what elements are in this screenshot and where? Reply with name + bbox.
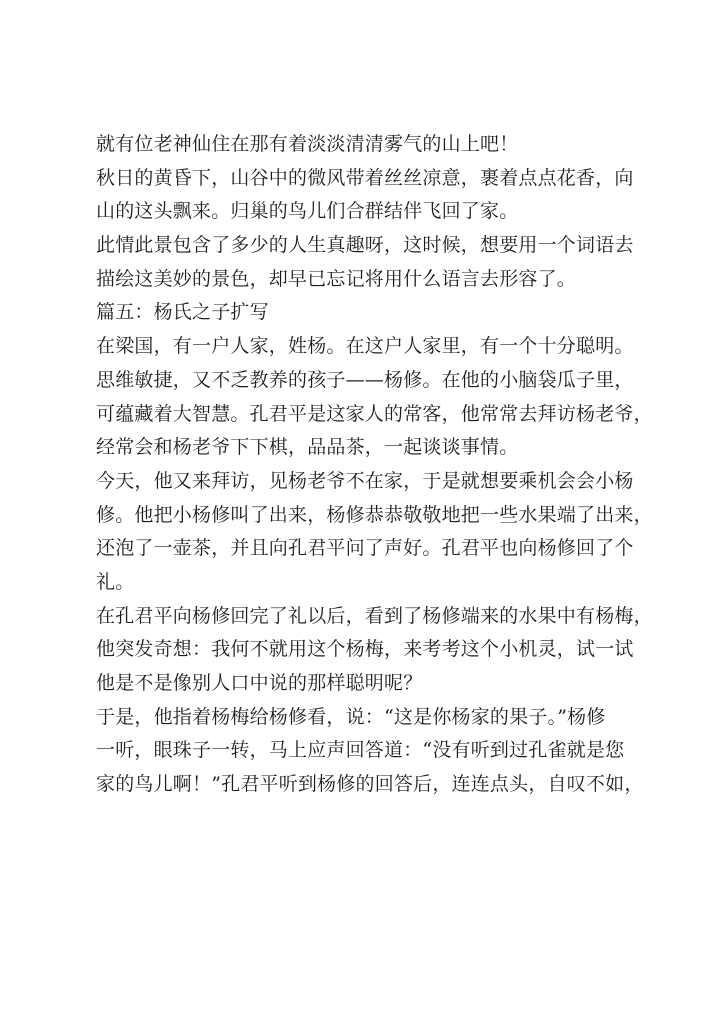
text-line: 可蕴藏着大智慧。孔君平是这家人的常客，他常常去拜访杨老爷， bbox=[96, 402, 653, 425]
text-line: 他是不是像别人口中说的那样聪明呢？ bbox=[96, 672, 423, 694]
text-line: 礼。 bbox=[96, 570, 135, 593]
text-line: 山的这头飘来。归巢的鸟儿们合群结伴飞回了家。 bbox=[96, 200, 519, 223]
text-line: 家的鸟儿啊！”孔君平听到杨修的回答后，连连点头，自叹不如， bbox=[96, 773, 644, 796]
text-line: 修。他把小杨修叫了出来，杨修恭恭敬敬地把一些水果端了出来， bbox=[96, 503, 653, 526]
text-line: 就有位老神仙住在那有着淡淡清清雾气的山上吧！ bbox=[96, 133, 519, 155]
text-line: 还泡了一壶茶，并且向孔君平问了声好。孔君平也向杨修回了个 bbox=[96, 537, 634, 560]
document-body bbox=[96, 132, 696, 806]
text-line: 秋日的黄昏下，山谷中的微风带着丝丝凉意，裹着点点花香，向 bbox=[96, 166, 634, 189]
text-line: 此情此景包含了多少的人生真趣呀，这时候，想要用一个词语去 bbox=[96, 234, 634, 257]
text-line: 描绘这美妙的景色，却早已忘记将用什么语言去形容了。 bbox=[96, 267, 577, 290]
text-line: 在梁国，有一户人家，姓杨。在这户人家里，有一个十分聪明。 bbox=[96, 335, 634, 358]
text-line: 一听，眼珠子一转，马上应声回答道：“没有听到过孔雀就是您 bbox=[96, 739, 625, 762]
section-heading: 篇五：杨氏之子扩写 bbox=[96, 301, 269, 324]
text-line: 于是，他指着杨梅给杨修看，说：“这是你杨家的果子。”杨修 bbox=[96, 705, 606, 728]
text-line: 今天，他又来拜访，见杨老爷不在家，于是就想要乘机会会小杨 bbox=[96, 469, 634, 492]
text-line: 思维敏捷，又不乏教养的孩子——杨修。在他的小脑袋瓜子里， bbox=[96, 368, 634, 391]
text-line: 他突发奇想：我何不就用这个杨梅，来考考这个小机灵，试一试 bbox=[96, 638, 634, 661]
text-line: 经常会和杨老爷下下棋，品品茶，一起谈谈事情。 bbox=[96, 436, 519, 459]
text-line: 在孔君平向杨修回完了礼以后，看到了杨修端来的水果中有杨梅， bbox=[96, 604, 653, 627]
